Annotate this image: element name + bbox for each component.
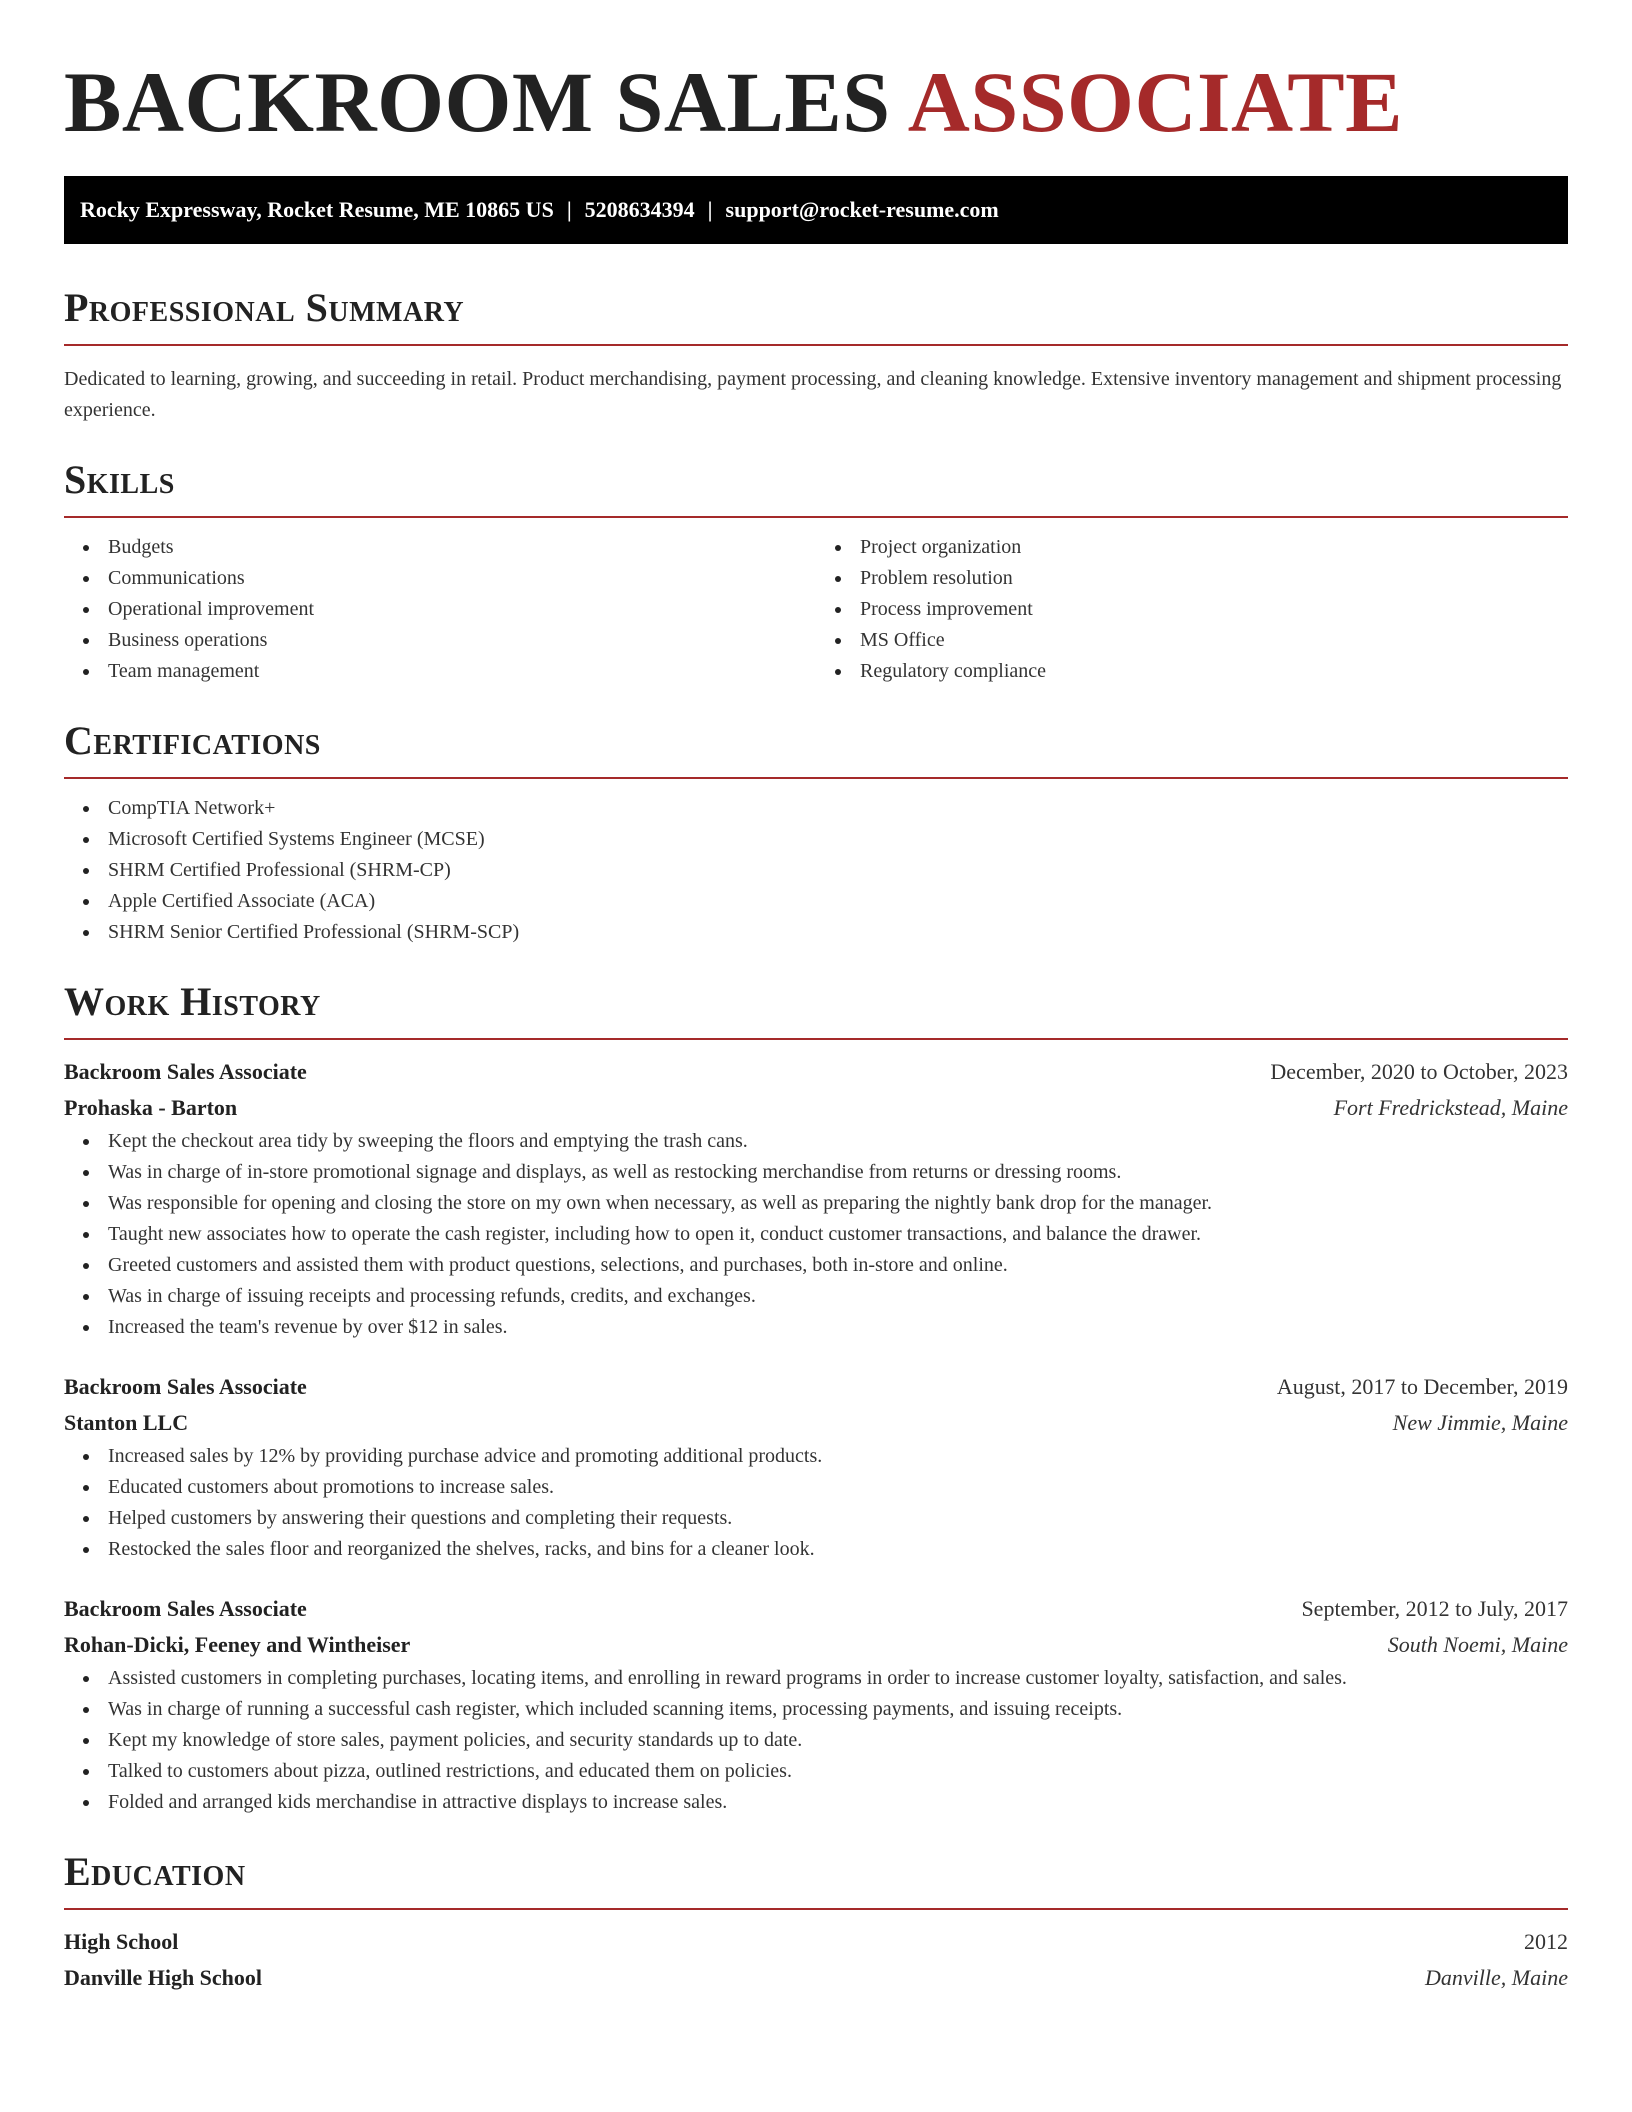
section-divider (64, 344, 1568, 346)
skill-item: Communications (64, 563, 816, 594)
certification-item: Microsoft Certified Systems Engineer (MCSE) (64, 824, 1568, 855)
job-duty-item: Was responsible for opening and closing the store on my own when necessary, as well as preparing the nightly bank drop for the manager. (64, 1188, 1568, 1219)
title-main: BACKROOM SALES (64, 54, 891, 150)
skill-item: Budgets (64, 532, 816, 563)
certifications-list (64, 793, 1568, 948)
education-subheader (64, 1960, 1568, 1996)
certifications-section (64, 717, 1568, 948)
job-duties-list (64, 1663, 1568, 1818)
education-degree: High School (64, 1929, 179, 1954)
summary-text: Dedicated to learning, growing, and succeeding in retail. Product merchandising, payment processing, and cleaning knowledge. Extensive inventory management and shipment processing experience. (64, 368, 1562, 421)
certification-item: CompTIA Network+ (64, 793, 1568, 824)
job-duty-item: Restocked the sales floor and reorganized the shelves, racks, and bins for a cleaner look. (64, 1534, 1568, 1565)
skill-item: Operational improvement (64, 594, 816, 625)
contact-address: Rocky Expressway, Rocket Resume, ME 10865 US (80, 197, 554, 222)
job-location: South Noemi, Maine (1387, 1632, 1568, 1657)
job-company: Rohan-Dicki, Feeney and Wintheiser (64, 1632, 411, 1657)
section-heading-education: Education (64, 1849, 246, 1894)
job-header (64, 1054, 1568, 1090)
skills-list-left (64, 532, 816, 687)
job-title: Backroom Sales Associate (64, 1059, 307, 1084)
contact-separator: | (566, 197, 572, 222)
job-duty-item: Was in charge of in-store promotional signage and displays, as well as restocking merchandise from returns or dressing rooms. (64, 1157, 1568, 1188)
skill-item: Team management (64, 656, 816, 687)
skills-columns (64, 532, 1568, 687)
job-subheader (64, 1627, 1568, 1663)
job-location: New Jimmie, Maine (1392, 1410, 1568, 1435)
skill-item: Project organization (816, 532, 1568, 563)
section-heading-work-history: Work History (64, 979, 321, 1024)
job-duty-item: Was in charge of issuing receipts and processing refunds, credits, and exchanges. (64, 1281, 1568, 1312)
job-duty-item: Kept the checkout area tidy by sweeping the floors and emptying the trash cans. (64, 1126, 1568, 1157)
contact-phone: 5208634394 (584, 197, 695, 222)
contact-separator: | (707, 197, 713, 222)
section-heading-summary: Professional Summary (64, 285, 465, 330)
education-school: Danville High School (64, 1965, 263, 1990)
job-duties-list (64, 1441, 1568, 1565)
summary-section (64, 284, 1568, 426)
job-duty-item: Increased the team's revenue by over $12 in sales. (64, 1312, 1568, 1343)
resume-title (64, 52, 1568, 152)
job-dates: August, 2017 to December, 2019 (1276, 1374, 1568, 1399)
work-history-section (64, 978, 1568, 1818)
certification-item: SHRM Certified Professional (SHRM-CP) (64, 855, 1568, 886)
section-heading-certifications: Certifications (64, 718, 321, 763)
job-dates: December, 2020 to October, 2023 (1270, 1059, 1568, 1084)
education-header (64, 1924, 1568, 1960)
job-location: Fort Fredrickstead, Maine (1333, 1095, 1568, 1120)
skills-section (64, 456, 1568, 687)
title-accent: ASSOCIATE (907, 54, 1403, 150)
skill-item: Process improvement (816, 594, 1568, 625)
skill-item: Regulatory compliance (816, 656, 1568, 687)
job-duty-item: Taught new associates how to operate the cash register, including how to open it, conduct customer transactions, and balance the drawer. (64, 1219, 1568, 1250)
job-duty-item: Increased sales by 12% by providing purchase advice and promoting additional products. (64, 1441, 1568, 1472)
job-duty-item: Helped customers by answering their questions and completing their requests. (64, 1503, 1568, 1534)
job-duty-item: Greeted customers and assisted them with product questions, selections, and purchases, both in-store and online. (64, 1250, 1568, 1281)
job-company: Prohaska - Barton (64, 1095, 238, 1120)
skill-item: Problem resolution (816, 563, 1568, 594)
contact-bar (64, 176, 1568, 244)
job-dates: September, 2012 to July, 2017 (1301, 1596, 1568, 1621)
job-duty-item: Assisted customers in completing purchases, locating items, and enrolling in reward programs in order to increase customer loyalty, satisfaction, and sales. (64, 1663, 1568, 1694)
job-duty-item: Talked to customers about pizza, outlined restrictions, and educated them on policies. (64, 1756, 1568, 1787)
job-duty-item: Folded and arranged kids merchandise in attractive displays to increase sales. (64, 1787, 1568, 1818)
job-duty-item: Educated customers about promotions to increase sales. (64, 1472, 1568, 1503)
job-subheader (64, 1405, 1568, 1441)
section-divider (64, 1908, 1568, 1910)
skills-list-right (816, 532, 1568, 687)
job-duty-item: Kept my knowledge of store sales, payment policies, and security standards up to date. (64, 1725, 1568, 1756)
job-subheader (64, 1090, 1568, 1126)
contact-email: support@rocket-resume.com (725, 197, 999, 222)
section-heading-skills: Skills (64, 457, 175, 502)
job-entry (64, 1591, 1568, 1818)
job-entry (64, 1369, 1568, 1565)
section-divider (64, 777, 1568, 779)
job-header (64, 1369, 1568, 1405)
certification-item: Apple Certified Associate (ACA) (64, 886, 1568, 917)
job-title: Backroom Sales Associate (64, 1374, 307, 1399)
education-location: Danville, Maine (1425, 1965, 1568, 1990)
job-company: Stanton LLC (64, 1410, 189, 1435)
job-title: Backroom Sales Associate (64, 1596, 307, 1621)
job-header (64, 1591, 1568, 1627)
section-divider (64, 516, 1568, 518)
education-section (64, 1848, 1568, 1996)
skill-item: Business operations (64, 625, 816, 656)
job-entry (64, 1054, 1568, 1343)
skill-item: MS Office (816, 625, 1568, 656)
job-duties-list (64, 1126, 1568, 1343)
certification-item: SHRM Senior Certified Professional (SHRM-SCP) (64, 917, 1568, 948)
section-divider (64, 1038, 1568, 1040)
education-year: 2012 (1524, 1929, 1568, 1954)
job-duty-item: Was in charge of running a successful cash register, which included scanning items, processing payments, and issuing receipts. (64, 1694, 1568, 1725)
